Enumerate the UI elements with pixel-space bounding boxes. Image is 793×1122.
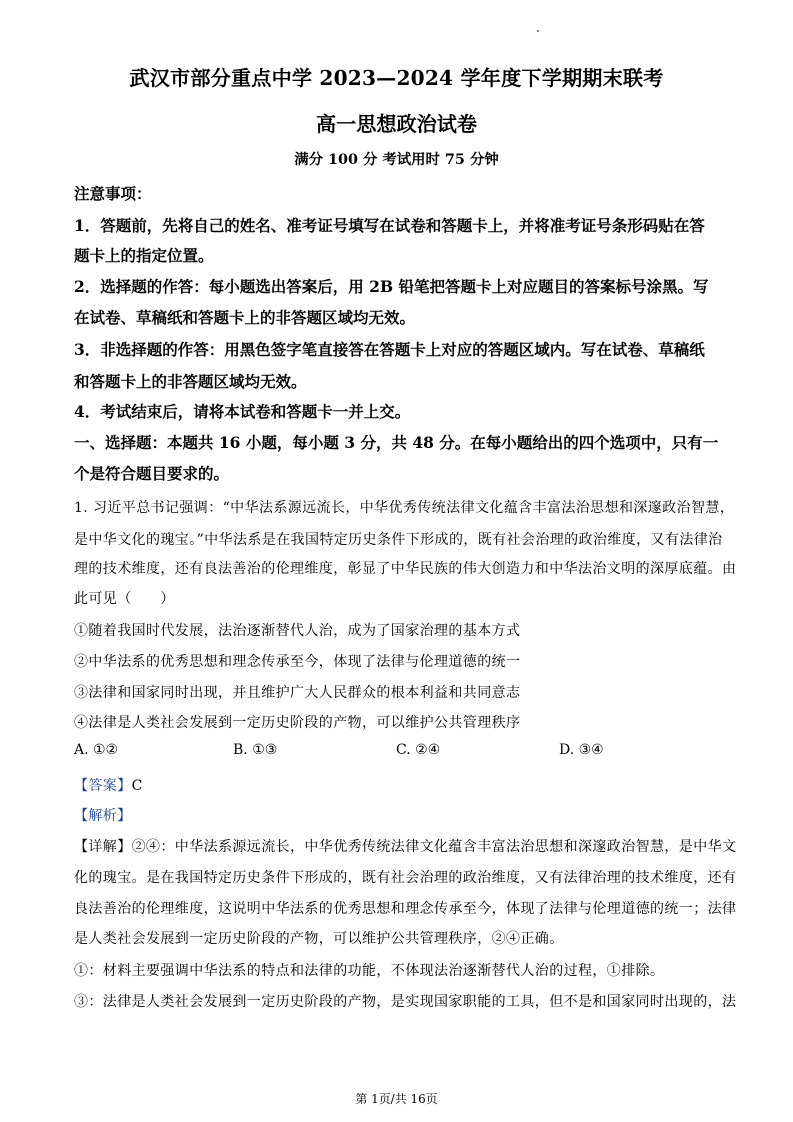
statement-3: ③法律和国家同时出现，并且维护广大人民群众的根本利益和共同意志 (74, 685, 521, 701)
exam-title: 武汉市部分重点中学 2023—2024 学年度下学期期末联考 (129, 66, 664, 90)
question-stem: 1. 习近平总书记强调：“中华法系源远流长，中华优秀传统法律文化蕴含丰富法治思想和深邃政治智慧， (74, 500, 735, 516)
exam-subject-title: 高一思想政治试卷 (316, 112, 477, 136)
notice-line: 题卡上的指定位置。 (74, 246, 214, 265)
exam-info: 满分 100 分 考试用时 75 分钟 (294, 151, 499, 168)
notice-heading: 注意事项： (74, 184, 152, 203)
notice-line: 在试卷、草稿纸和答题卡上的非答题区域均无效。 (74, 308, 416, 327)
notice-line: 和答题卡上的非答题区域均无效。 (74, 372, 307, 391)
detail-line: 【详解】②④：中华法系源远流长，中华优秀传统法律文化蕴含丰富法治思想和深邃政治智慧，是中华文 (74, 839, 737, 855)
detail-line: 化的瑰宝。是在我国特定历史条件下形成的，既有社会治理的政治维度，又有法律治理的技术维度，还有 (74, 870, 737, 886)
option-c: C. ②④ (396, 742, 441, 758)
statement-2: ②中华法系的优秀思想和理念传承至今，体现了法律与伦理道德的统一 (74, 654, 521, 670)
section-heading: 一、选择题：本题共 16 小题，每小题 3 分，共 48 分。在每小题给出的四个选项中，只有一 (74, 433, 719, 452)
statement-1: ①随着我国时代发展，法治逐渐替代人治，成为了国家治理的基本方式 (74, 623, 521, 639)
detail-line: 是人类社会发展到一定历史阶段的产物，可以维护公共管理秩序，②④正确。 (74, 931, 564, 947)
detail-line: 良法善治的伦理维度，这说明中华法系的优秀思想和理念传承至今，体现了法律与伦理道德的统一；法律 (74, 901, 737, 917)
question-stem: 此可见（ ） (74, 591, 175, 607)
option-a: A. ①② (74, 742, 119, 758)
notice-line: 4．考试结束后，请将本试卷和答题卡一并上交。 (74, 402, 411, 421)
notice-line: 1．答题前，先将自己的姓名、准考证号填写在试卷和答题卡上，并将准考证号条形码贴在答 (74, 216, 705, 235)
scan-dot (537, 30, 539, 32)
statement-4: ④法律是人类社会发展到一定历史阶段的产物，可以维护公共管理秩序 (74, 715, 521, 731)
page-number: 第 1页/共 16页 (355, 1092, 438, 1106)
notice-line: 3．非选择题的作答：用黑色签字笔直接答在答题卡上对应的答题区域内。写在试卷、草稿纸 (74, 340, 705, 359)
answer-value: C (131, 778, 143, 794)
question-stem: 理的技术维度，还有良法善治的伦理维度，彰显了中华民族的伟大创造力和中华法治文明的深厚底蕴。由 (74, 561, 737, 577)
notice-line: 2．选择题的作答：每小题选出答案后，用 2B 铅笔把答题卡上对应题目的答案标号涂黑。写 (74, 277, 709, 296)
answer-tag: 【答案】 (74, 778, 132, 794)
analysis-tag: 【解析】 (74, 808, 132, 824)
answer-line (74, 775, 143, 795)
detail-line: ①：材料主要强调中华法系的特点和法律的功能，不体现法治逐渐替代人治的过程，①排除。 (74, 963, 665, 979)
question-stem: 是中华文化的瑰宝。”中华法系是在我国特定历史条件下形成的，既有社会治理的政治维度，又有法律治 (74, 532, 723, 548)
section-heading: 个是符合题目要求的。 (74, 464, 230, 483)
option-d: D. ③④ (559, 742, 604, 758)
detail-tag: 【详解】 (74, 839, 132, 855)
option-b: B. ①③ (233, 742, 278, 758)
detail-line: ③：法律是人类社会发展到一定历史阶段的产物，是实现国家职能的工具，但不是和国家同时出现的，法 (74, 994, 737, 1010)
